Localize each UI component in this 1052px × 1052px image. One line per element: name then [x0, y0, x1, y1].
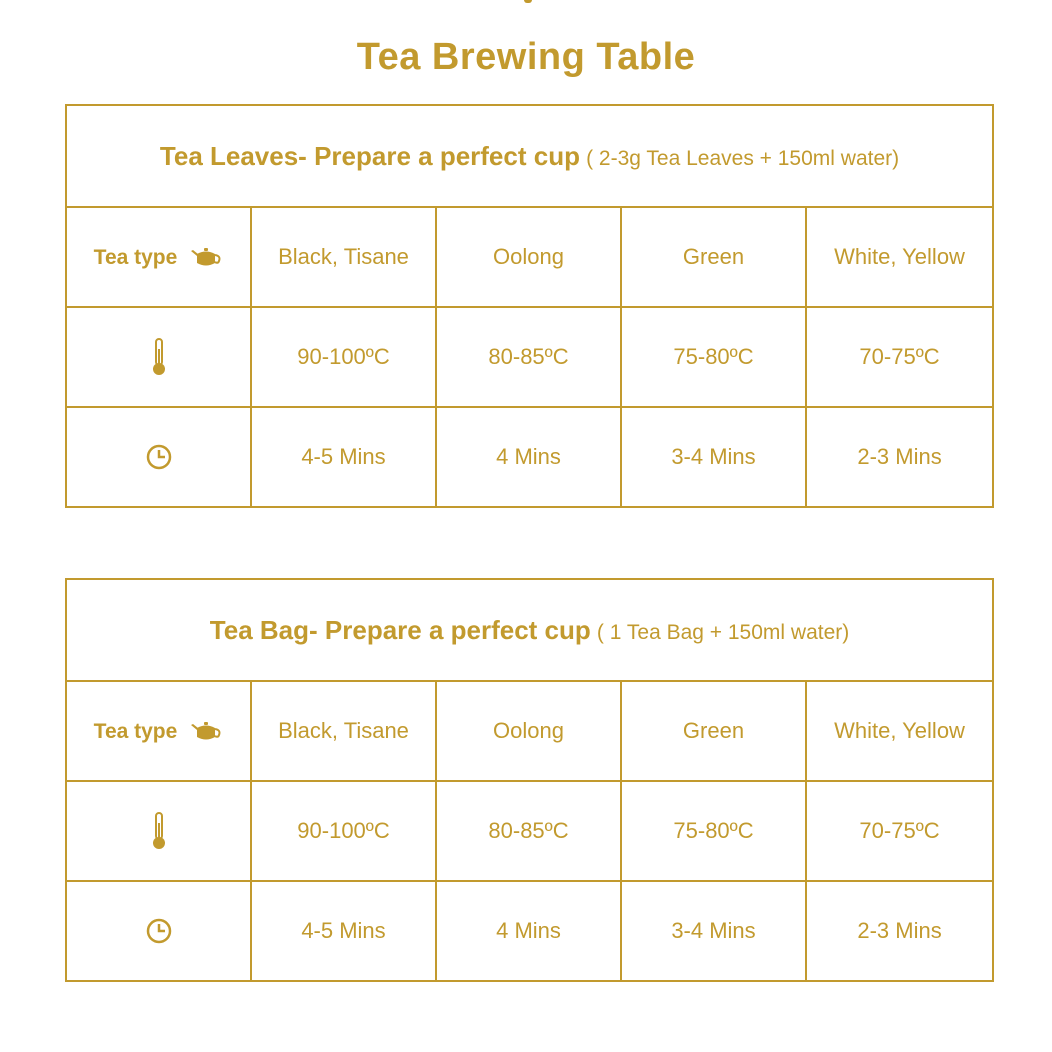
temperature-row [66, 781, 993, 881]
time-cell: 4-5 Mins [251, 407, 436, 507]
time-row [66, 881, 993, 981]
tea-type-cell: Black, Tisane [251, 207, 436, 307]
top-edge-mark [524, 0, 532, 3]
tea-type-cell: Green [621, 207, 806, 307]
tea-type-row [66, 207, 993, 307]
temperature-cell: 75-80ºC [621, 781, 806, 881]
time-cell: 4 Mins [436, 881, 621, 981]
table-heading-note: ( 2-3g Tea Leaves + 150ml water) [586, 146, 900, 170]
temperature-cell: 75-80ºC [621, 307, 806, 407]
time-cell: 3-4 Mins [621, 407, 806, 507]
temperature-cell: 70-75ºC [806, 307, 993, 407]
table-heading-row [66, 579, 993, 681]
time-row [66, 407, 993, 507]
table-heading-row [66, 105, 993, 207]
time-icon-cell [66, 407, 251, 507]
thermometer-icon [149, 811, 169, 851]
tea-type-label-cell [66, 207, 251, 307]
teapot-icon [189, 720, 223, 744]
clock-icon [145, 443, 173, 471]
temperature-cell: 70-75ºC [806, 781, 993, 881]
time-cell: 4 Mins [436, 407, 621, 507]
table-heading [66, 105, 993, 207]
temperature-cell: 80-85ºC [436, 781, 621, 881]
tea-type-label: Tea type [93, 246, 178, 269]
tea-type-cell: Oolong [436, 681, 621, 781]
tea-leaves-table [65, 104, 994, 508]
temperature-cell: 90-100ºC [251, 307, 436, 407]
time-cell: 2-3 Mins [806, 407, 993, 507]
tea-type-cell: Green [621, 681, 806, 781]
tea-type-row [66, 681, 993, 781]
tea-type-cell: White, Yellow [806, 681, 993, 781]
table-heading-note: ( 1 Tea Bag + 150ml water) [596, 620, 850, 644]
tea-type-label-cell [66, 681, 251, 781]
temperature-cell: 90-100ºC [251, 781, 436, 881]
tea-type-cell: White, Yellow [806, 207, 993, 307]
teapot-icon [189, 246, 223, 270]
temperature-icon-cell [66, 781, 251, 881]
temperature-cell: 80-85ºC [436, 307, 621, 407]
temperature-icon-cell [66, 307, 251, 407]
page-title: Tea Brewing Table [356, 36, 696, 78]
time-cell: 3-4 Mins [621, 881, 806, 981]
clock-icon [145, 917, 173, 945]
time-cell: 2-3 Mins [806, 881, 993, 981]
time-icon-cell [66, 881, 251, 981]
thermometer-icon [149, 337, 169, 377]
time-cell: 4-5 Mins [251, 881, 436, 981]
tea-bag-table [65, 578, 994, 982]
table-heading [66, 579, 993, 681]
table-heading-title: Tea Bag- Prepare a perfect cup [209, 614, 591, 645]
temperature-row [66, 307, 993, 407]
tea-type-cell: Oolong [436, 207, 621, 307]
tea-type-label: Tea type [93, 720, 178, 743]
tea-type-cell: Black, Tisane [251, 681, 436, 781]
table-heading-title: Tea Leaves- Prepare a perfect cup [159, 140, 580, 171]
